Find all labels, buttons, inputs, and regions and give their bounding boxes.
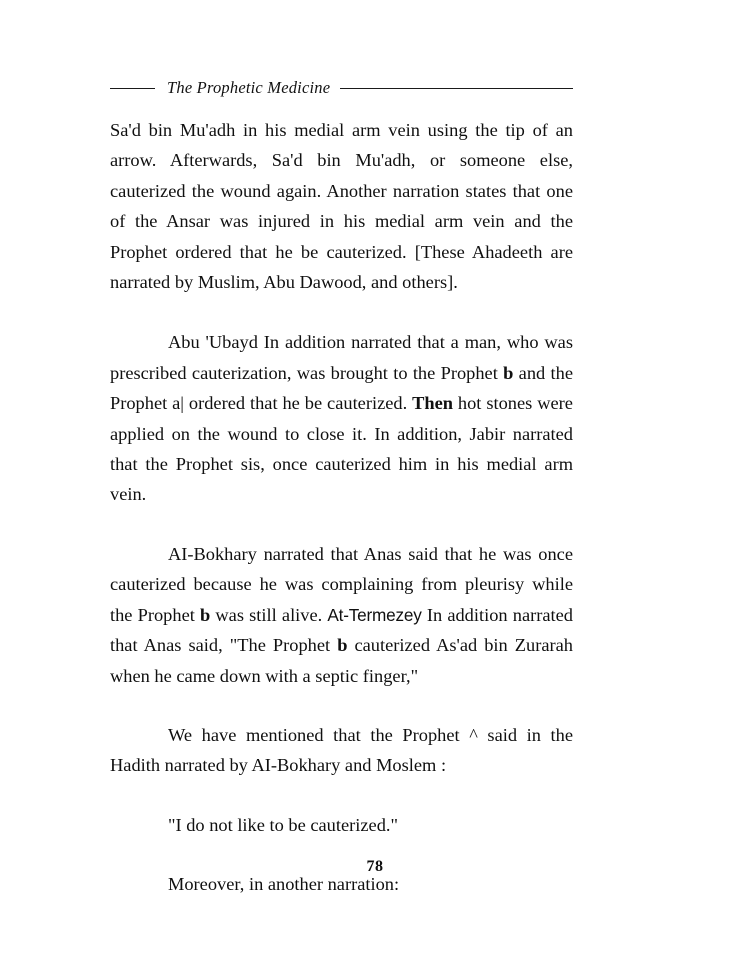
- text-run: ordered that he be cauterized.: [183, 393, 413, 414]
- narrator-name-termezey: At-Termezey: [327, 604, 422, 625]
- header-title: The Prophetic Medicine: [167, 77, 331, 97]
- honorific-symbol-icon: b: [337, 635, 348, 656]
- paragraph-gap: [110, 510, 573, 539]
- text-run: Abu 'Ubayd In addition narrated that a man, who was prescribed cauterization, was brought to the Prophet: [110, 332, 573, 383]
- honorific-symbol-icon: b: [200, 604, 211, 625]
- paragraph-saad-bin-muadh: Sa'd bin Mu'adh in his medial arm vein using the tip of an arrow. Afterwards, Sa'd bin Mu'adh, or someone else, cauterized the wound again. Another narration states that one of the Ansar was injured in his medial arm vein and the Prophet ordered that he be cauterized. [These Ahadeeth are narrated by Muslim, Abu Dawood, and others].: [110, 120, 573, 293]
- text-run: AI-Bokhary narrated that Anas said that he was once cauterized because he was complaining from pleurisy while the Prophet: [110, 543, 573, 625]
- quotation-line: "I do not like to be cauterized.": [168, 814, 398, 835]
- text-run: was still alive.: [210, 604, 328, 625]
- paragraph-gap: [110, 781, 573, 810]
- header-rule-right: [340, 88, 573, 89]
- paragraph-al-bokhary-anas: [110, 539, 573, 691]
- paragraph-gap: [110, 691, 573, 720]
- text-run: In addition narrated that Anas said, "The Prophet: [110, 604, 573, 656]
- header-rule-left: [110, 88, 155, 89]
- text-column: [110, 115, 573, 900]
- emphasized-word: Then: [412, 393, 453, 414]
- paragraph-gap: [110, 297, 573, 327]
- lead-in-line: Moreover, in another narration:: [168, 874, 400, 895]
- text-run: cauterized As'ad bin Zurarah when he came down with a septic finger,": [110, 635, 573, 686]
- paragraph-abu-ubayd: [110, 327, 573, 509]
- paragraph-we-have-mentioned: We have mentioned that the Prophet ^ said in the Hadith narrated by AI-Bokhary and Moslem :: [110, 724, 573, 776]
- running-header: [110, 76, 573, 100]
- text-run: hot stones were applied on the wound to close it. In addition, Jabir narrated that the Prophet sis, once cauterized him in his medial arm vein.: [110, 393, 573, 505]
- honorific-bar-icon: |: [180, 393, 184, 414]
- honorific-symbol-icon: b: [503, 362, 514, 383]
- page-number: 78: [366, 858, 384, 875]
- text-run: and the Prophet a: [110, 362, 574, 414]
